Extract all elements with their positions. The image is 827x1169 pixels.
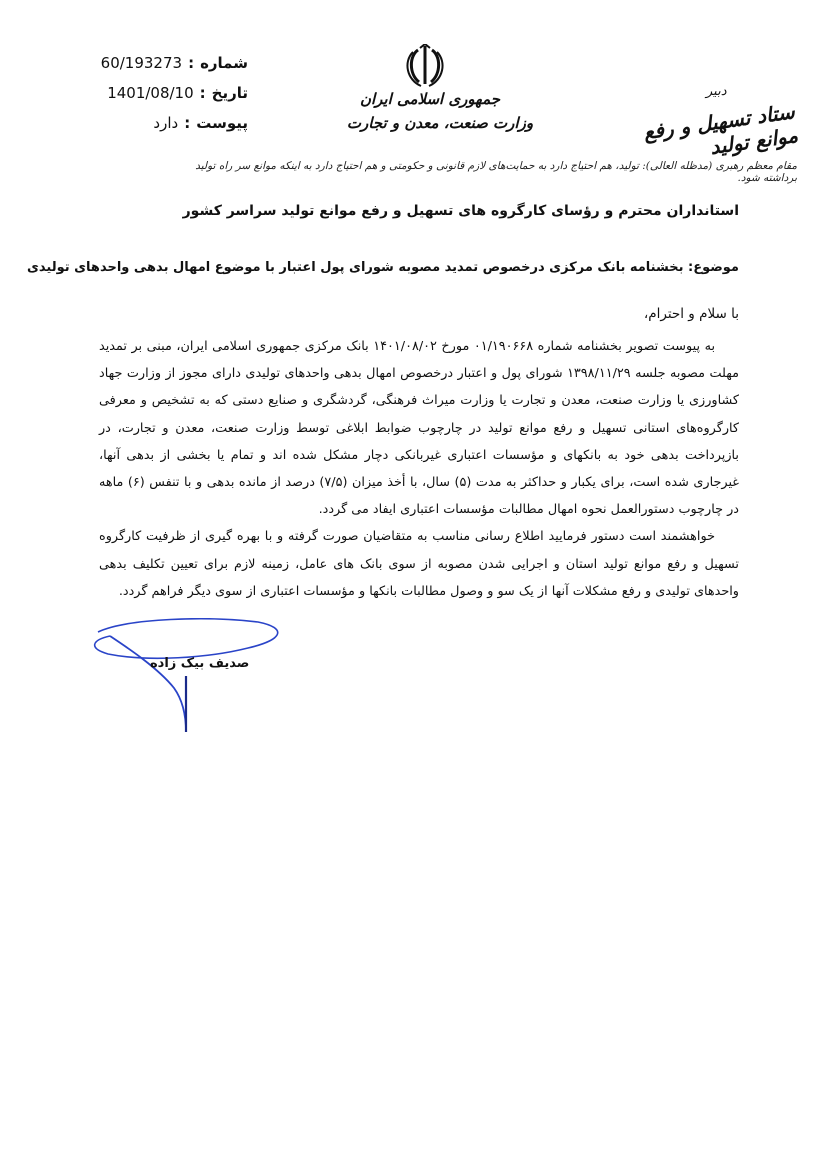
number-row xyxy=(98,54,248,84)
letter-body xyxy=(99,333,739,605)
leader-quote: مقام معظم رهبری (مدظله العالی): تولید، هم احتیاج دارد به حمایت‌های لازم قانونی و حکومتی و هم احتیاج دارد به اینکه موانع سر راه تولید برداشته شود. xyxy=(195,160,797,184)
body-paragraph-1: به پیوست تصویر بخشنامه شماره ۰۱/۱۹۰۶۶۸ مورخ ۱۴۰۱/۰۸/۰۲ بانک مرکزی جمهوری اسلامی ایران، مبنی بر تمدید مهلت مصوبه جلسه ۱۳۹۸/۱۱/۲۹ شورای پول و اعتبار درخصوص امهال بدهی واحدهای تولیدی دارای مجوز از وزارت جهاد کشاورزی یا وزارت صنعت، معدن و تجارت یا وزارت میراث فرهنگی، گردشگری و صنایع دستی که به تشخیص و معرفی کارگروه‌های استانی تسهیل و رفع موانع تولید در چارچوب ضوابط ابلاغی توسط وزارت صنعت، معدن و تجارت، در بازپرداخت بدهی خود به بانکهای و مؤسسات اعتباری غیربانکی دچار مشکل شده اند و تمام یا بخشی از بدهی آنها، غیرجاری شده است، برای یکبار و حداکثر به مدت (۵) سال، با أخذ میزان (۷/۵) درصد از مانده بدهی و با تنفس (۶) ماهه در چارچوب دستورالعمل نحوه امهال مطالبات مؤسسات اعتباری ایفاد می گردد. xyxy=(99,339,740,518)
date-row xyxy=(98,84,248,114)
signatory-name: صدیف بیک زاده xyxy=(150,656,250,671)
number-value: 60/193273 xyxy=(100,54,183,72)
date-label: تاریخ xyxy=(211,84,248,102)
country-name: جمهوری اسلامی ایران xyxy=(359,90,501,108)
hq-secretary: دبیر xyxy=(706,84,727,99)
hq-title: ستاد تسهیل و رفع موانع تولید xyxy=(642,99,800,160)
recipient-line: استانداران محترم و رؤسای کارگروه های تسهیل و رفع موانع تولید سراسر کشور xyxy=(182,203,739,219)
attachment-label: پیوست xyxy=(196,114,248,132)
iran-emblem-icon xyxy=(405,44,445,90)
subject-line: موضوع: بخشنامه بانک مرکزی درخصوص تمدید مصوبه شورای پول اعتبار با موضوع امهال بدهی واحدهای تولیدی xyxy=(26,260,739,275)
colon: : xyxy=(184,114,191,132)
colon: : xyxy=(199,84,206,102)
attachment-value: دارد xyxy=(153,114,179,132)
ministry-header xyxy=(340,90,540,132)
hq-header xyxy=(636,84,800,160)
attachment-row xyxy=(98,114,248,144)
ministry-name: وزارت صنعت، معدن و تجارت xyxy=(346,114,534,132)
letter-meta xyxy=(98,54,248,144)
body-paragraph-2: خواهشمند است دستور فرمایید اطلاع رسانی مناسب به متقاضیان صورت گرفته و با بهره گیری از ظرفیت کارگروه تسهیل و رفع موانع تولید استان و اجرایی شدن مصوبه از سوی بانک های عامل، زمینه لازم برای تعیین تکلیف بدهی واحدهای تولیدی و رفع مشکلات آنها از یک سو و وصول مطالبات بانکها و مؤسسات اعتباری از سوی دیگر فراهم گردد. xyxy=(99,529,739,599)
number-label: شماره xyxy=(200,54,248,72)
date-value: 1401/08/10 xyxy=(107,84,194,102)
signature-scribble xyxy=(88,618,288,738)
colon: : xyxy=(188,54,195,72)
greeting: با سلام و احترام، xyxy=(643,306,739,322)
